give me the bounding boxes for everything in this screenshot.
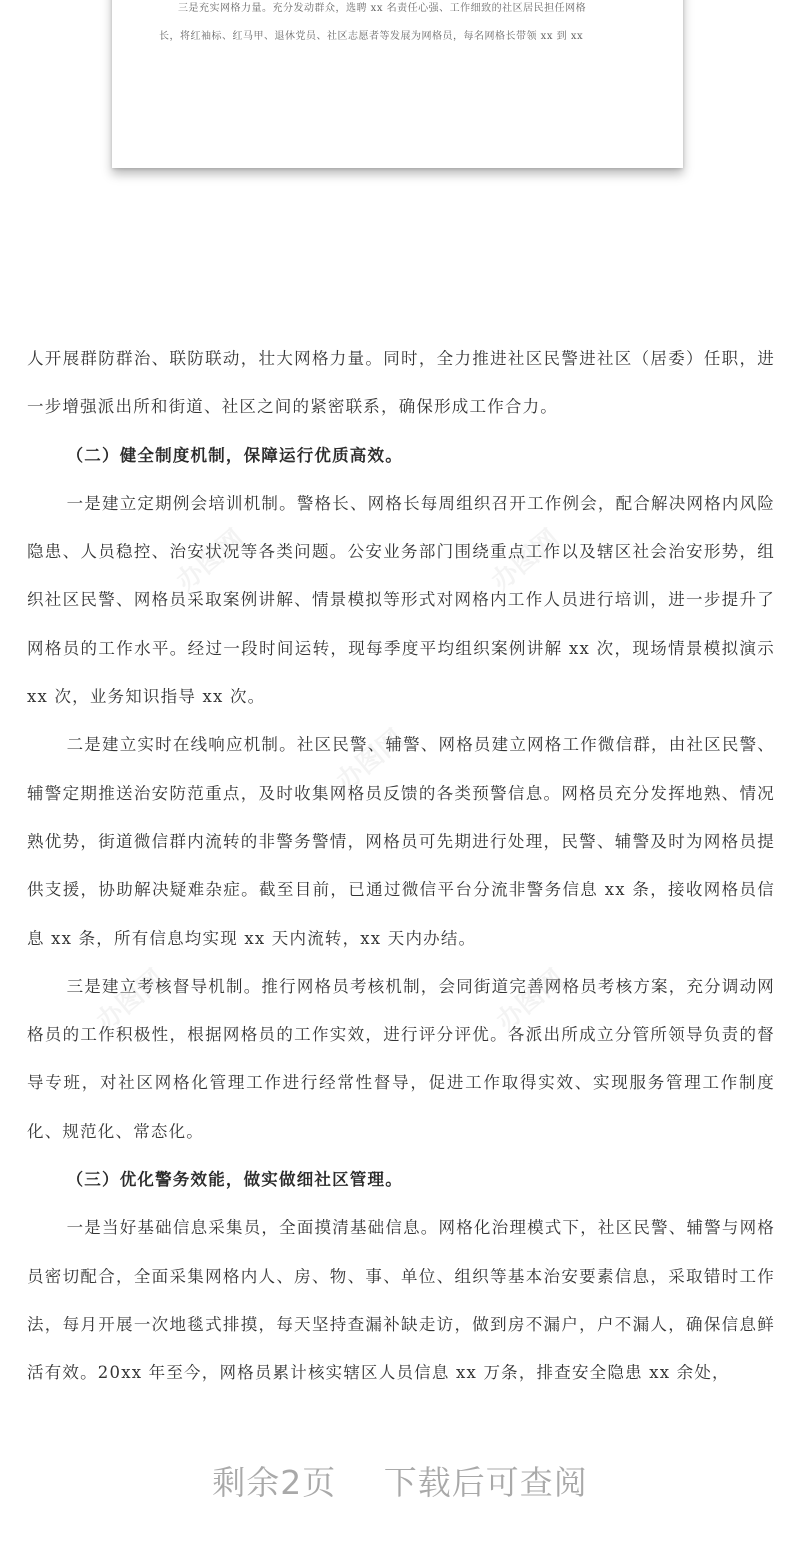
paragraph-assessment: 三是建立考核督导机制。推行网格员考核机制，会同街道完善网格员考核方案，充分调动网格员的工作积极性，根据网格员的工作实效，进行评分评优。各派出所成立分管所领导负责的督导专班，对社区网格化管理工作进行经常性督导，促进工作取得实效、实现服务管理工作制度化、规范化、常态化。 <box>27 976 775 1141</box>
download-prompt[interactable] <box>0 1457 800 1504</box>
watermark: 办图网 <box>491 963 571 1037</box>
previous-page-preview <box>112 0 683 168</box>
section-heading-3: （三）优化警务效能，做实做细社区管理。 <box>66 1170 403 1190</box>
paragraph-meeting-mechanism: 一是建立定期例会培训机制。警格长、网格长每周组织召开工作例会，配合解决网格内风险隐患、人员稳控、治安状况等各类问题。公安业务部门围绕重点工作以及辖区社会治安形势，组织社区民警、网格员采取案例讲解、情景模拟等形式对网格内工作人员进行培训，进一步提升了网格员的工作水平。经过一段时间运转，现每季度平均组织案例讲解 xx 次，现场情景模拟演示 xx 次，业务知识指导 xx 次。 <box>27 493 775 707</box>
watermark: 办图网 <box>91 963 171 1037</box>
paragraph-online-response: 二是建立实时在线响应机制。社区民警、辅警、网格员建立网格工作微信群，由社区民警、辅警定期推送治安防范重点，及时收集网格员反馈的各类预警信息。网格员充分发挥地熟、情况熟优势，街道微信群内流转的非警务警情，网格员可先期进行处理，民警、辅警及时为网格员提供支援，协助解决疑难杂症。截至目前，已通过微信平台分流非警务信息 xx 条，接收网格员信息 xx 条，所有信息均实现 xx 天内流转，xx 天内办结。 <box>27 735 775 948</box>
remaining-pages-label[interactable]: 剩余2页 <box>212 1463 337 1502</box>
download-to-view-label[interactable]: 下载后可查阅 <box>383 1463 588 1502</box>
watermark: 办图网 <box>171 523 251 597</box>
document-body <box>27 335 775 1398</box>
paragraph-info-collection: 一是当好基础信息采集员，全面摸清基础信息。网格化治理模式下，社区民警、辅警与网格员密切配合，全面采集网格内人、房、物、事、单位、组织等基本治安要素信息，采取错时工作法，每月开展一次地毯式排摸，每天坚持查漏补缺走访，做到房不漏户，户不漏人，确保信息鲜活有效。20xx 年至今，网格员累计核实辖区人员信息 xx 万条，排查安全隐患 xx 余处， <box>27 1218 775 1383</box>
watermark: 办图网 <box>331 723 411 797</box>
section-heading-2: （二）健全制度机制，保障运行优质高效。 <box>66 445 403 465</box>
preview-line-2: 长，将红袖标、红马甲、退休党员、社区志愿者等发展为网格员，每名网格长带领 xx 到 xx <box>159 31 584 42</box>
watermark: 办图网 <box>486 523 566 597</box>
paragraph-continuation: 人开展群防群治、联防联动，壮大网格力量。同时，全力推进社区民警进社区（居委）任职，进一步增强派出所和街道、社区之间的紧密联系，确保形成工作合力。 <box>27 349 775 417</box>
preview-line-1: 三是充实网格力量。充分发动群众，选聘 xx 名责任心强、工作细致的社区居民担任网格 <box>178 3 587 14</box>
